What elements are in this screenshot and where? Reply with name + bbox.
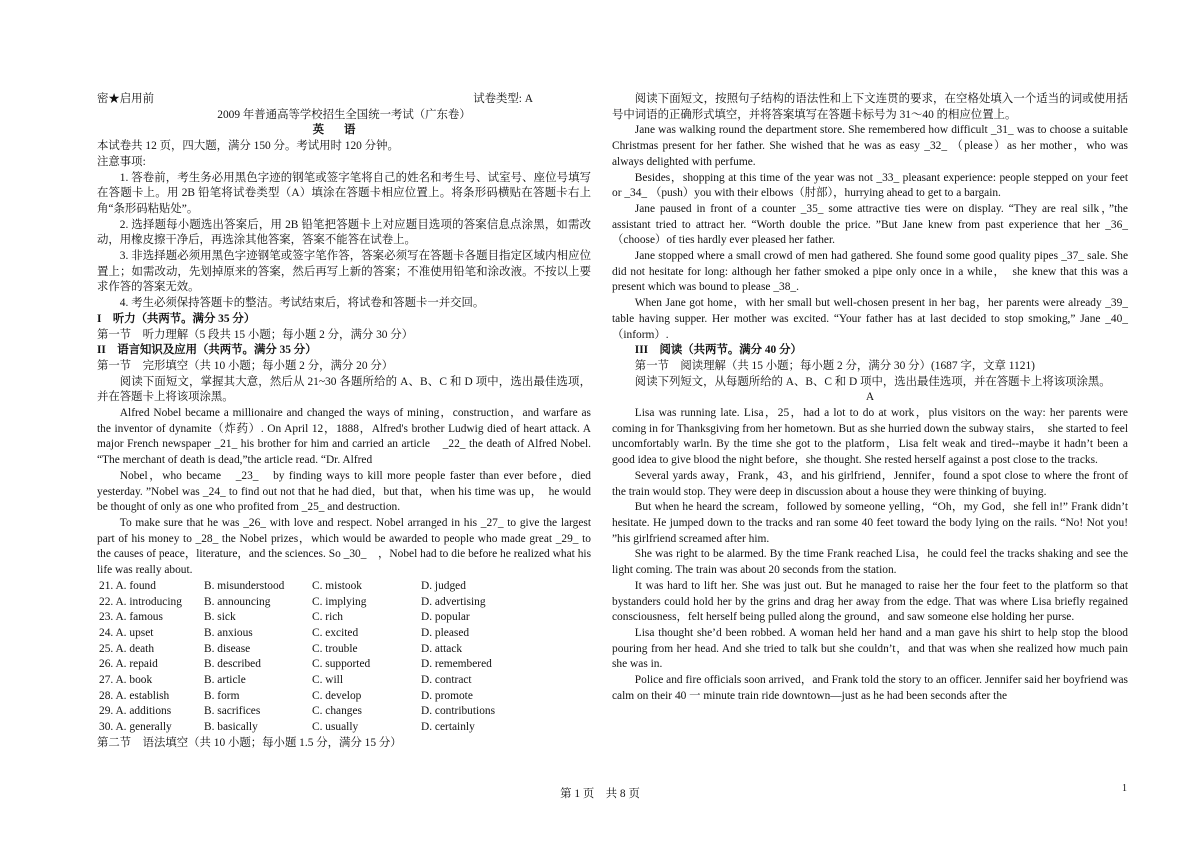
option-choice: D. attack [421, 642, 463, 655]
reading-paragraph-6: Lisa thought she’d been robbed. A woman held her hand and a man gave his shirt to help stop the blood pouring from her head. And she tried to talk but she couldn’t，and that was when she realized how much pain she was in. [612, 626, 1128, 671]
option-choice: C. excited [312, 626, 359, 639]
option-choice: D. advertising [421, 595, 486, 608]
option-choice: D. pleased [421, 626, 470, 639]
option-choice: 30. A. generally [99, 721, 172, 734]
reading-paragraph-4: She was right to be alarmed. By the time Frank reached Lisa，he could feel the tracks shaking and see the light coming. The train was about 20 seconds from the station. [612, 548, 1128, 577]
part1-heading: I 听力（共两节。满分 35 分） [97, 312, 256, 325]
option-row [97, 595, 591, 611]
option-row [97, 626, 591, 642]
option-choice: B. announcing [204, 595, 271, 608]
option-choice: D. judged [421, 579, 466, 592]
page-number: 1 [1122, 783, 1127, 794]
notice-3: 3. 非选择题必须用黑色字迹钢笔或签字笔作答，答案必须写在答题卡各题目指定区域内相应位置上；如需改动，先划掉原来的答案，然后再写上新的答案；不准使用铅笔和涂改液。不按以上要求作答的答案无效。 [97, 250, 591, 294]
option-choice: D. promote [421, 689, 473, 702]
grammar-paragraph-4: Jane stopped where a small crowd of men had gathered. She found some good quality pipes _37_ sale. She did not hesitate for long: although her father smoked a pipe only once in a while， she knew that this was a present which was bound to please _38_. [612, 250, 1128, 294]
secret-mark: 密★启用前 [97, 93, 154, 105]
notice-heading: 注意事项: [97, 155, 146, 168]
option-row [97, 579, 591, 595]
option-choice: B. misunderstood [204, 579, 285, 592]
page-footer: 第 1 页 共 8 页 [560, 788, 640, 800]
part2-section2: 第二节 语法填空（共 10 小题；每小题 1.5 分，满分 15 分） [97, 736, 402, 749]
cloze-paragraph-2: Nobel，who became _23_ by finding ways to kill more people faster than ever before，died yesterday. ”Nobel was _24_ to find out not that he had died，but that，when his time was up， he would be thought of only as one who profited from _25_ and destruction. [97, 469, 591, 514]
option-choice: D. remembered [421, 658, 492, 671]
option-choice: C. develop [312, 689, 362, 702]
passage-label: A [865, 391, 875, 404]
notice-1: 1. 答卷前，考生务必用黑色字迹的钢笔或签字笔将自己的姓名和考生号、试室号、座位号填写在答题卡上。用 2B 铅笔将试卷类型（A）填涂在答题卡相应位置上。将条形码横贴在答题卡右上角“条形码粘贴处”。 [97, 171, 591, 215]
cloze-instructions: 阅读下面短文，掌握其大意，然后从 21~30 各题所给的 A、B、C 和 D 项中，选出最佳选项，并在答题卡上将该项涂黑。 [97, 375, 591, 404]
header-line [97, 92, 591, 108]
intro-text: 本试卷共 12 页，四大题，满分 150 分。考试用时 120 分钟。 [97, 140, 399, 153]
grammar-instructions: 阅读下面短文，按照句子结构的语法性和上下文连贯的要求，在空格处填入一个适当的词或使用括号中词语的正确形式填空，并将答案填写在答题卡标号为 31～40 的相应位置上。 [612, 93, 1128, 121]
reading-paragraph-2: Several yards away，Frank，43，and his girlfriend，Jennifer，found a spot close to where the front of the train would stop. They were deep in discussion about a house they were thinking of buying. [612, 469, 1128, 498]
option-choice: B. form [204, 689, 240, 702]
option-choice: B. basically [204, 721, 258, 734]
option-choice: B. anxious [204, 626, 253, 639]
option-choice: C. mistook [312, 579, 363, 592]
option-choice: 22. A. introducing [99, 595, 182, 608]
option-choice: D. contract [421, 674, 472, 687]
option-choice: 24. A. upset [99, 626, 154, 639]
reading-paragraph-3: But when he heard the scream，followed by someone yelling，“Oh，my God，she fell in!” Frank didn’t hesitate. He jumped down to the tracks and ran some 40 feet toward the body lying on the rails. “No! Not you! ”his girlfriend screamed after him. [612, 501, 1128, 545]
part3-heading: III 阅读（共两节。满分 40 分） [634, 344, 802, 357]
right-column [612, 92, 1128, 704]
grammar-paragraph-2: Besides，shopping at this time of the year was not _33_ pleasant experience: people stepped on your feet or _34_ （push）you with their elbows（肘部），hurrying ahead to get to a bargain. [612, 171, 1128, 200]
option-choice: C. rich [312, 611, 344, 624]
option-choice: C. supported [312, 658, 371, 671]
option-choice: 26. A. repaid [99, 658, 158, 671]
notice-4: 4. 考生必须保持答题卡的整洁。考试结束后，将试卷和答题卡一并交回。 [119, 297, 485, 310]
option-choice: B. disease [204, 642, 251, 655]
option-row [97, 673, 591, 689]
notice-2: 2. 选择题每小题选出答案后，用 2B 铅笔把答题卡上对应题目选项的答案信息点涂黑，如需改动，用橡皮擦干净后，再选涂其他答案，答案不能答在试卷上。 [97, 218, 591, 247]
reading-paragraph-5: It was hard to lift her. She was just out. But he managed to raise her the four feet to the platform so that bystanders could hold her by the grins and drag her away from the edge. That was where Lisa briefly regained consciousness，felt herself being pulled along the ground，and saw someone else holding her purse. [612, 579, 1128, 624]
part2-heading: II 语言知识及应用（共两节。满分 35 分） [97, 344, 317, 357]
cloze-paragraph-1: Alfred Nobel became a millionaire and changed the ways of mining，construction，and warfare as the inventor of dynamite（炸药）. On April 12，1888，Alfred's brother Ludwig died of heart attack. A major French newspaper _21_ his brother for him and carried an article _22_ the death of Alfred Nobel. “The merchant of death is dead,”the article read. “Dr. Alfred [97, 407, 591, 467]
option-choice: 21. A. found [99, 579, 156, 592]
option-choice: 27. A. book [99, 674, 153, 687]
option-choice: 23. A. famous [99, 611, 163, 624]
grammar-paragraph-3: Jane paused in front of a counter _35_ some attractive ties were on display. “They are real silk，”the assistant tried to attract her. “Worth double the price. ”But Jane knew from past experience that her _36_ （choose）of ties hardly ever pleased her father. [612, 202, 1128, 247]
option-choice: 25. A. death [99, 642, 155, 655]
option-row [97, 689, 591, 705]
option-choice: 28. A. establish [99, 689, 170, 702]
option-row [97, 720, 591, 736]
part3-section1: 第一节 阅读理解（共 15 小题；每小题 2 分，满分 30 分）(1687 字，文章 1121) [634, 359, 1035, 372]
grammar-paragraph-1: Jane was walking round the department store. She remembered how difficult _31_ was to choose a suitable Christmas present for her father. She wished that he was as easy _32_ （please）as her mother，who was always delighted with perfume. [612, 124, 1128, 168]
option-row [97, 657, 591, 673]
option-choice: B. article [204, 674, 246, 687]
subject-title: 英语 [312, 124, 376, 137]
option-row [97, 642, 591, 658]
reading-paragraph-7: Police and fire officials soon arrived，and Frank told the story to an officer. Jennifer said her boyfriend was calm on their 40 一 minute train ride downtown—just as he had been seconds after the [612, 674, 1128, 702]
option-choice: B. sick [204, 611, 236, 624]
cloze-options [97, 579, 591, 736]
left-column [97, 92, 591, 752]
exam-title: 2009 年普通高等学校招生全国统一考试（广东卷） [217, 108, 471, 121]
paper-type: 试卷类型: A [473, 93, 533, 105]
option-choice: C. changes [312, 705, 362, 718]
option-choice: D. certainly [421, 721, 475, 734]
option-choice: B. sacrifices [204, 705, 261, 718]
option-choice: B. described [204, 658, 261, 671]
option-choice: C. usually [312, 721, 359, 734]
option-row [97, 704, 591, 720]
part1-section1: 第一节 听力理解（5 段共 15 小题；每小题 2 分，满分 30 分） [97, 328, 414, 341]
option-row [97, 610, 591, 626]
reading-instructions: 阅读下列短文，从每题所给的 A、B、C 和 D 项中，选出最佳选项，并在答题卡上将该项涂黑。 [634, 375, 1111, 388]
option-choice: D. popular [421, 611, 470, 624]
option-choice: D. contributions [421, 705, 496, 718]
option-choice: 29. A. additions [99, 705, 172, 718]
option-choice: C. implying [312, 595, 367, 608]
part2-section1: 第一节 完形填空（共 10 小题；每小题 2 分，满分 20 分） [97, 359, 394, 372]
option-choice: C. will [312, 674, 344, 687]
grammar-paragraph-5: When Jane got home，with her small but well-chosen present in her bag，her parents were already _39_ table having supper. Her mother was excited. “Your father has at last decided to stop smoking,” Jane _40_ （inform）. [612, 297, 1128, 341]
cloze-paragraph-3: To make sure that he was _26_ with love and respect. Nobel arranged in his _27_ to give the largest part of his money to _28_ the Nobel prizes，which would be awarded to people who made great _29_ to the causes of peace，literature，and the sciences. So _30_ ，Nobel had to die before he realized what his life was really about. [97, 516, 591, 577]
option-choice: C. trouble [312, 642, 358, 655]
reading-paragraph-1: Lisa was running late. Lisa，25，had a lot to do at work，plus visitors on the way: her parents were coming in for Thanksgiving from her hometown. But as she hurried down the subway stairs， she started to feel uncomfortably warln. By the time she got to the platform，Lisa felt weak and tired--maybe it hadn’t been a good idea to give blood the night before，she thought. She rested herself against a post close to the tracks. [612, 407, 1128, 467]
